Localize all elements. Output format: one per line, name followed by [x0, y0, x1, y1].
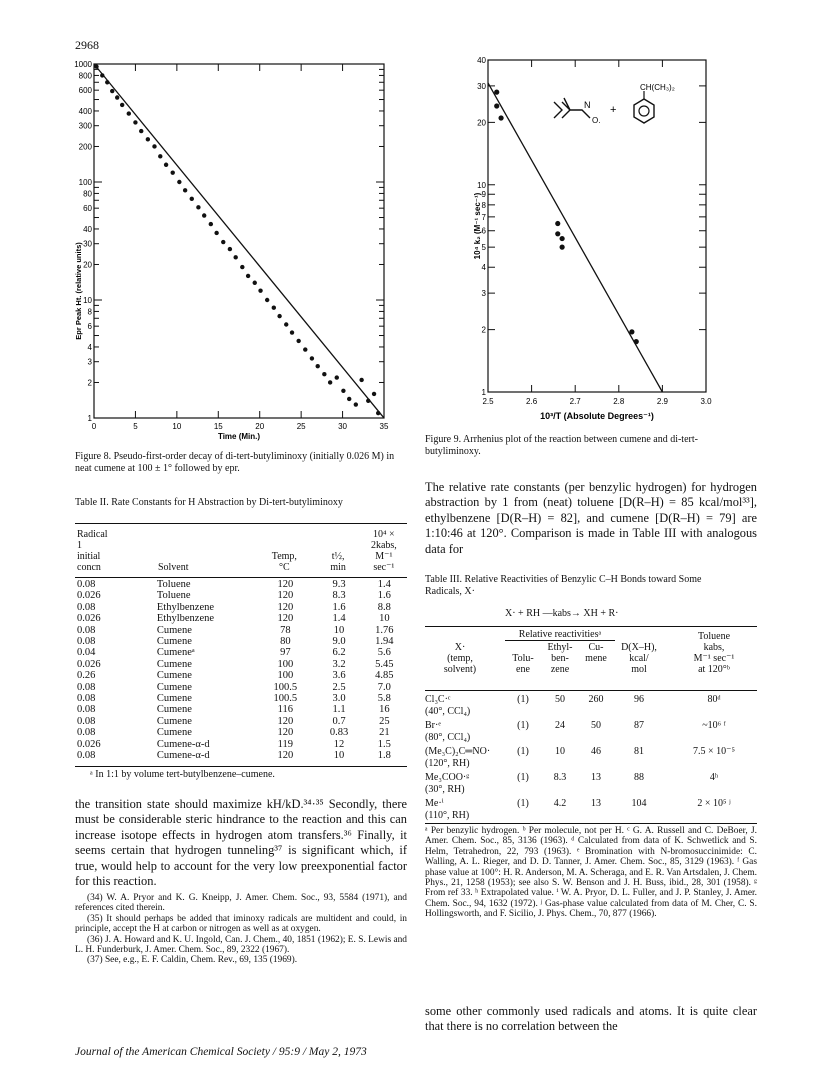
figure-9-x-tick: 2.6: [526, 397, 538, 406]
figure-9-y-tick: 20: [477, 118, 486, 128]
figure-8-data-point: [347, 397, 351, 401]
figure-8-data-point: [372, 392, 376, 396]
figure-8-x-tick: 0: [91, 422, 97, 431]
table-row: [425, 746, 757, 772]
table-3-header-cell: X· (temp, solvent): [443, 642, 477, 675]
table-3-title: Table III. Relative Reactivities of Benzylic C–H Bonds toward Some Radicals, X·: [425, 574, 702, 597]
table-cell: 16: [379, 704, 390, 716]
figure-9-x-tick: 2.7: [569, 397, 581, 406]
table-cell: 0.08: [77, 624, 96, 636]
right-body-bottom: some other commonly used radicals and atoms. It is quite clear that there is no correlation between the: [425, 1004, 757, 1034]
figure-8-data-point: [284, 322, 288, 326]
figure-8-y-tick: 40: [83, 224, 92, 234]
left-body-text: the transition state should maximize kH/kD.³⁴·³⁵ Secondly, there must be considerable steric hindrance to the reaction and this can increase isotope effects in hydrogen atom transfers.³⁶ Finally, it seems certain that hydrogen tunneling³⁷ is significant which, if true, would help to account for the very low preexponential factor for this reaction.: [75, 797, 407, 889]
table-cell: 50: [591, 720, 601, 731]
table-cell: 6.2: [332, 647, 346, 659]
figure-8-y-tick: 3: [87, 357, 92, 367]
table-cell: 8.3: [553, 772, 567, 783]
figure-8-x-tick: 15: [213, 422, 223, 431]
table-cell: 24: [555, 720, 565, 731]
figure-8-x-tick: 20: [255, 422, 265, 431]
table-3-group-header: Relative reactivitiesᵃ: [505, 629, 615, 641]
table-row: [425, 694, 757, 720]
figure-8-data-point: [120, 103, 124, 107]
table-row: [75, 716, 407, 727]
figure-8-data-point: [158, 154, 162, 158]
figure-9-y-tick: 4: [481, 263, 486, 273]
figure-9-data-point: [498, 115, 503, 120]
table-cell: 120: [277, 579, 294, 590]
table-cell: 5.8: [377, 693, 391, 705]
figure-9-y-tick: 7: [481, 212, 486, 222]
figure-8-data-point: [316, 364, 320, 368]
figure-8-data-point: [183, 188, 187, 192]
figure-8-data-point: [303, 347, 307, 351]
figure-9-chart: [470, 52, 720, 424]
figure-9-x-tick: 2.5: [482, 397, 494, 406]
figure-8-y-tick: 1000: [74, 60, 92, 69]
left-footnotes: [75, 893, 407, 966]
table-cell: 4.85: [375, 670, 394, 682]
figure-8-data-point: [341, 389, 345, 393]
table-cell: Toluene: [156, 590, 191, 602]
table-cell: 1.76: [375, 624, 394, 636]
page-number: 2968: [75, 38, 99, 52]
table-row: [75, 704, 407, 715]
footnote: (35) It should perhaps be added that iminoxy radicals are multident and could, in principle, accept the H at carbon or nitrogen as well as at oxygen.: [75, 913, 407, 935]
table-cell: 13: [591, 772, 601, 783]
table-cell: 10: [333, 624, 345, 636]
figure-8-y-tick: 20: [83, 260, 92, 270]
table-cell: 0.026: [77, 738, 101, 750]
table-cell: 7.0: [377, 681, 391, 693]
figure-8-data-point: [335, 375, 339, 379]
figure-9-y-tick: 8: [481, 200, 486, 210]
table-cell: ~10⁶ ᶠ: [702, 720, 726, 731]
figure-8-data-point: [240, 265, 244, 269]
table-cell: 3.2: [332, 658, 346, 670]
figure-8-y-tick: 80: [83, 189, 92, 199]
table-cell: 13: [591, 798, 601, 809]
figure-8-data-point: [214, 231, 218, 235]
table-3-header-cell: Cu- mene: [585, 642, 607, 664]
figure-8-y-label: Epr Peak Ht. (relative units): [74, 242, 83, 340]
figure-8-y-tick: 10: [83, 296, 92, 305]
table-cell: 120: [277, 590, 294, 602]
table-row: [75, 750, 407, 761]
table-cell: 3.0: [332, 693, 346, 705]
figure-9-y-tick: 30: [477, 81, 486, 91]
table-cell: 88: [634, 772, 644, 783]
figure-8-y-tick: 1: [87, 414, 92, 423]
table-cell: (1): [517, 772, 529, 783]
table-cell: 100: [277, 658, 294, 670]
table-row: [75, 659, 407, 670]
footnote: (37) See, e.g., E. F. Caldin, Chem. Rev., 69, 135 (1969).: [87, 955, 298, 966]
figure-9-y-label: 10⁴ k₂ (M⁻¹ sec⁻¹): [473, 192, 482, 260]
table-cell: 12: [333, 738, 345, 750]
figure-8-fit-line: [94, 64, 384, 418]
table-cell: 120: [277, 601, 294, 613]
figure-8-y-tick: 100: [78, 178, 92, 187]
table-cell: 46: [591, 746, 601, 757]
table-row: [75, 647, 407, 658]
table-cell: 7.5 × 10⁻⁵: [693, 746, 735, 757]
table-cell: 1.6: [377, 590, 391, 602]
table-row: [425, 720, 757, 746]
figure-8-data-point: [246, 274, 250, 278]
table-3-header-cell: Tolu- ene: [512, 653, 534, 675]
table-row: [75, 613, 407, 624]
figure-8-y-tick: 8: [87, 307, 92, 317]
table-row: [75, 625, 407, 636]
figure-8-data-point: [133, 120, 137, 124]
figure-9-y-tick: 3: [481, 289, 486, 299]
table-cell: 80: [280, 636, 291, 648]
table-cell: Cumene: [156, 715, 192, 727]
figure-8-data-point: [359, 378, 363, 382]
figure-8-data-point: [258, 288, 262, 292]
table-cell: Cumene: [156, 658, 192, 670]
table-cell: 0.26: [77, 670, 96, 682]
figure-9-x-tick: 3.0: [700, 397, 712, 406]
table-cell: 0.08: [77, 636, 96, 648]
table-cell: 1.5: [377, 738, 391, 750]
table-3-header-cell: Ethyl- ben- zene: [547, 642, 573, 675]
figure-8-data-point: [196, 205, 200, 209]
benzene-ring: [634, 99, 654, 123]
figure-8-y-tick: 30: [83, 239, 92, 249]
figure-9-y-tick: 10: [477, 180, 486, 190]
figure-8-data-point: [115, 95, 119, 99]
figure-8-y-tick: 800: [78, 71, 92, 81]
table-cell: 0.08: [77, 727, 96, 739]
figure-9-caption: Figure 9. Arrhenius plot of the reaction between cumene and di-tert-butyliminoxy.: [425, 434, 698, 457]
table-row: [425, 772, 757, 798]
table-cell: Ethylbenzene: [156, 613, 215, 625]
table-cell: 120: [277, 613, 294, 625]
table-cell: 25: [379, 715, 390, 727]
table-cell: 8.8: [377, 601, 391, 613]
figure-8-data-point: [366, 399, 370, 403]
figure-8-data-point: [310, 356, 314, 360]
table-cell: Cumene-α-d: [156, 738, 210, 750]
table-cell: 0.08: [77, 693, 96, 705]
table-cell: Cumene: [156, 704, 192, 716]
table-cell: 9.0: [332, 636, 346, 648]
table-cell: 116: [277, 704, 294, 716]
figure-8-y-tick: 300: [78, 121, 92, 131]
figure-9-data-point: [629, 329, 634, 334]
table-3-header-cell: Toluene kabs, M⁻¹ sec⁻¹ at 120°ᵇ: [693, 631, 735, 675]
table-3-footnotes: ᵃ Per benzylic hydrogen. ᵇ Per molecule, not per H. ᶜ G. A. Russell and C. DeBoer, J. Amer. Chem. Soc., 85, 3136 (1963). ᵈ Calculated from data of K. Schwetlick and S. Helm, Tetrahedron, 22, 793 (1963). ᵉ Bromination with N-bromosuccinimide: C. Walling, A. L. Rieger, and D. D. Tanner, J. Amer. Chem. Soc., 85, 3129 (1963). ᶠ Gas phase value at 100°: H. R. Anderson, M. A. Scheraga, and E. R. Van Artsdalen, J. Chem. Phys., 21, 1258 (1953); see also S. W. Benson and J. H. Buss, ibid., 28, 301 (1958). ᵍ From ref 33. ʰ Extrapolated value. ⁱ W. A. Pryor, D. L. Fuller, and J. P. Stanley, J. Amer. Chem. Soc., 94, 1632 (1972). ʲ Gas-phase value calculated from data of M. Cher, C. S. Hollingsworth, and F. Sicilio, J. Phys. Chem., 70, 877 (1966).: [425, 826, 757, 920]
table-cell: 0.7: [332, 715, 346, 727]
table-2-footnote: ᵃ In 1:1 by volume tert-butylbenzene–cumene.: [90, 769, 275, 780]
table-row: [75, 636, 407, 647]
figure-8-data-point: [228, 247, 232, 251]
figure-8-data-point: [322, 372, 326, 376]
figure-8-y-tick: 4: [87, 342, 92, 352]
table-cell: (1): [517, 746, 529, 757]
figure-9-data-point: [494, 90, 499, 95]
table-cell: 260: [588, 694, 604, 705]
figure-8-data-point: [110, 89, 114, 93]
table-row: [75, 739, 407, 750]
table-cell: 5.45: [375, 658, 394, 670]
table-cell: 0.026: [77, 613, 101, 625]
figure-9-inset-structure: [554, 83, 675, 125]
figure-9-data-point: [560, 236, 565, 241]
figure-8-y-tick: 6: [87, 322, 92, 332]
table-cell: 1.8: [377, 750, 391, 762]
table-2-title: Table II. Rate Constants for H Abstraction by Di-tert-butyliminoxy: [75, 497, 343, 508]
figure-8-data-point: [190, 197, 194, 201]
figure-8-data-point: [139, 129, 143, 133]
figure-8-data-point: [354, 402, 358, 406]
figure-9-y-tick: 1: [481, 388, 486, 397]
table-row: [75, 693, 407, 704]
table-cell: 97: [280, 647, 291, 659]
table-3-equation: X· + RH —kabs→ XH + R·: [505, 608, 619, 619]
figure-9-data-point: [634, 339, 639, 344]
figure-8-data-point: [272, 306, 276, 310]
table-cell: 0.08: [77, 704, 96, 716]
table-cell: (Me₃C)₂C═NO· (120°, RH): [425, 746, 491, 769]
figure-9-data-point: [560, 245, 565, 250]
figure-8-x-label: Time (Min.): [217, 432, 261, 441]
figure-8-data-point: [233, 255, 237, 259]
table-2-body: [75, 579, 407, 762]
figure-8-data-point: [202, 213, 206, 217]
figure-9-x-label: 10³/T (Absolute Degrees⁻¹): [540, 411, 654, 421]
table-cell: Cumene: [156, 681, 192, 693]
plus-sign: +: [610, 104, 617, 116]
table-2-header-cell: t½, min: [330, 551, 346, 573]
table-cell: 104: [631, 798, 647, 809]
table-cell: 10: [379, 613, 390, 625]
table-cell: 0.026: [77, 590, 101, 602]
table-2-header-cell: Radical 1 initial concn: [77, 529, 108, 573]
table-cell: (1): [517, 798, 529, 809]
footnote: (34) W. A. Pryor and K. G. Kneipp, J. Amer. Chem. Soc., 93, 5584 (1971), and references cited therein.: [75, 893, 407, 914]
table-cell: 2 × 10⁵ ʲ: [697, 798, 731, 809]
figure-9-y-tick: 9: [481, 190, 486, 200]
table-cell: Cumene: [156, 693, 192, 705]
table-cell: Me·ⁱ (110°, RH): [425, 798, 470, 821]
figure-8-data-point: [171, 170, 175, 174]
table-cell: 100.5: [273, 693, 298, 705]
table-2-header-cell: Solvent: [157, 562, 189, 573]
table-cell: Br·ᵉ (80°, CCl₄): [425, 720, 471, 743]
table-cell: 1.4: [332, 613, 346, 625]
table-cell: Ethylbenzene: [156, 601, 215, 613]
figure-8-data-point: [100, 73, 104, 77]
figure-8-data-point: [127, 111, 131, 115]
figure-8-x-tick: 10: [172, 422, 182, 431]
table-3-header: [425, 629, 757, 691]
table-cell: 10: [333, 750, 345, 762]
table-cell: 2.5: [332, 681, 346, 693]
table-cell: 4.2: [553, 798, 567, 809]
figure-9-y-tick: 40: [477, 56, 486, 65]
table-cell: Me₃COO·ᵍ (30°, RH): [425, 772, 470, 795]
table-cell: 80ᵈ: [707, 694, 721, 705]
table-cell: 0.08: [77, 601, 96, 613]
figure-9-data-point: [494, 103, 499, 108]
figure-8-chart: [74, 52, 410, 444]
figure-8-y-tick: 600: [78, 86, 92, 96]
figure-8-y-tick: 60: [83, 204, 92, 214]
figure-9-x-tick: 2.8: [613, 397, 625, 406]
figure-8-data-point: [376, 411, 380, 415]
figure-8-data-point: [290, 330, 294, 334]
table-cell: 0.08: [77, 681, 96, 693]
table-3-body: [425, 694, 757, 824]
n-atom-label: N: [584, 100, 591, 110]
figure-9-data-point: [555, 231, 560, 236]
table-cell: Cumene: [156, 624, 192, 636]
table-cell: 81: [634, 746, 644, 757]
figure-8-data-point: [177, 180, 181, 184]
table-cell: 120: [277, 750, 294, 762]
footnote: (36) J. A. Howard and K. U. Ingold, Can. J. Chem., 40, 1851 (1962); E. S. Lewis and L. H. Funderburk, J. Amer. Chem. Soc., 89, 2322 (1967).: [75, 934, 407, 956]
figure-8-data-point: [265, 298, 269, 302]
table-cell: 10: [555, 746, 565, 757]
table-cell: Cumeneᵃ: [156, 647, 195, 659]
table-row: [75, 579, 407, 590]
table-cell: 4ʰ: [709, 772, 719, 783]
figure-8-data-point: [296, 339, 300, 343]
table-3-header-cell: D(X–H), kcal/ mol: [621, 642, 657, 675]
table-row: [75, 670, 407, 681]
table-cell: 119: [277, 738, 294, 750]
table-row: [75, 727, 407, 738]
figure-8-data-point: [94, 64, 98, 68]
figure-8-x-tick: 35: [379, 422, 389, 431]
table-cell: Cumene: [156, 670, 192, 682]
figure-8-data-point: [328, 380, 332, 384]
table-cell: Cumene-α-d: [156, 750, 210, 762]
table-cell: 87: [634, 720, 644, 731]
journal-footer: Journal of the American Chemical Society / 95:9 / May 2, 1973: [75, 1046, 367, 1058]
figure-9-y-tick: 2: [481, 325, 486, 335]
table-cell: Cumene: [156, 636, 192, 648]
table-cell: 0.08: [77, 750, 96, 762]
table-cell: 0.08: [77, 715, 96, 727]
table-cell: 1.4: [377, 579, 391, 590]
cumene-label: CH(CH₃)₂: [640, 83, 675, 92]
figure-8-data-point: [209, 222, 213, 226]
table-row: [425, 798, 757, 824]
table-cell: 9.3: [332, 579, 346, 590]
o-atom-label: O.: [592, 116, 601, 125]
right-body-top: The relative rate constants (per benzylic hydrogen) for hydrogen abstraction by 1 from (neat) toluene [D(R–H) = 85 kcal/mol³³], ethylbenzene [D(R–H) = 82], and cumene [D(R–H) = 79] are 1:10:46 at 120°. Comparison is made in Table III with analogous data for: [425, 480, 757, 556]
table-cell: (1): [517, 720, 529, 731]
table-cell: 78: [280, 624, 291, 636]
figure-8-data-point: [146, 137, 150, 141]
table-cell: 1.94: [375, 636, 394, 648]
figure-8-data-point: [277, 314, 281, 318]
table-cell: 120: [277, 727, 294, 739]
figure-9-x-tick: 2.9: [656, 397, 668, 406]
figure-9-frame: [488, 60, 706, 392]
table-cell: 100: [277, 670, 294, 682]
table-cell: 1.1: [332, 704, 346, 716]
figure-8-caption: Figure 8. Pseudo-first-order decay of di-tert-butyliminoxy (initially 0.026 M) in neat cumene at 100 ± 1° followed by epr.: [75, 451, 395, 474]
table-cell: 100.5: [273, 681, 298, 693]
table-cell: 96: [634, 694, 644, 705]
figure-9-data-point: [555, 221, 560, 226]
figure-8-x-tick: 5: [133, 422, 138, 431]
table-row: [75, 602, 407, 613]
figure-8-x-tick: 30: [338, 422, 348, 431]
figure-8-data-point: [105, 80, 109, 84]
table-cell: 0.026: [77, 658, 101, 670]
table-cell: (1): [517, 694, 529, 705]
figure-8-x-tick: 25: [296, 422, 306, 431]
table-cell: 120: [277, 715, 294, 727]
figure-9-y-tick: 6: [481, 226, 486, 236]
table-cell: 5.6: [377, 647, 391, 659]
table-cell: Cumene: [156, 727, 192, 739]
table-cell: 3.6: [332, 670, 346, 682]
table-cell: 8.3: [332, 590, 346, 602]
figure-8-y-tick: 2: [87, 378, 92, 388]
table-cell: 0.08: [77, 579, 96, 590]
figure-8-data-point: [164, 163, 168, 167]
table-2-header-cell: 10⁴ × 2kabs, M⁻¹ sec⁻¹: [370, 529, 397, 573]
table-cell: 0.04: [77, 647, 96, 659]
table-2-header: [75, 525, 407, 573]
figure-9-y-tick: 5: [481, 243, 486, 253]
figure-8-data-point: [152, 144, 156, 148]
table-cell: 21: [379, 727, 390, 739]
table-cell: 0.83: [329, 727, 349, 739]
table-row: [75, 590, 407, 601]
figure-8-y-tick: 200: [78, 142, 92, 152]
figure-9-fit-line: [488, 83, 662, 392]
table-cell: 50: [555, 694, 565, 705]
table-2: [75, 525, 407, 762]
table-cell: Toluene: [156, 579, 191, 590]
table-cell: 1.6: [332, 601, 346, 613]
table-row: [75, 682, 407, 693]
figure-8-data-point: [221, 240, 225, 244]
figure-8-data-point: [253, 281, 257, 285]
table-cell: Cl₃C·ᶜ (40°, CCl₄): [425, 694, 471, 717]
figure-8-y-tick: 400: [78, 106, 92, 116]
table-3: [425, 629, 757, 824]
table-2-header-cell: Temp, °C: [271, 551, 297, 573]
